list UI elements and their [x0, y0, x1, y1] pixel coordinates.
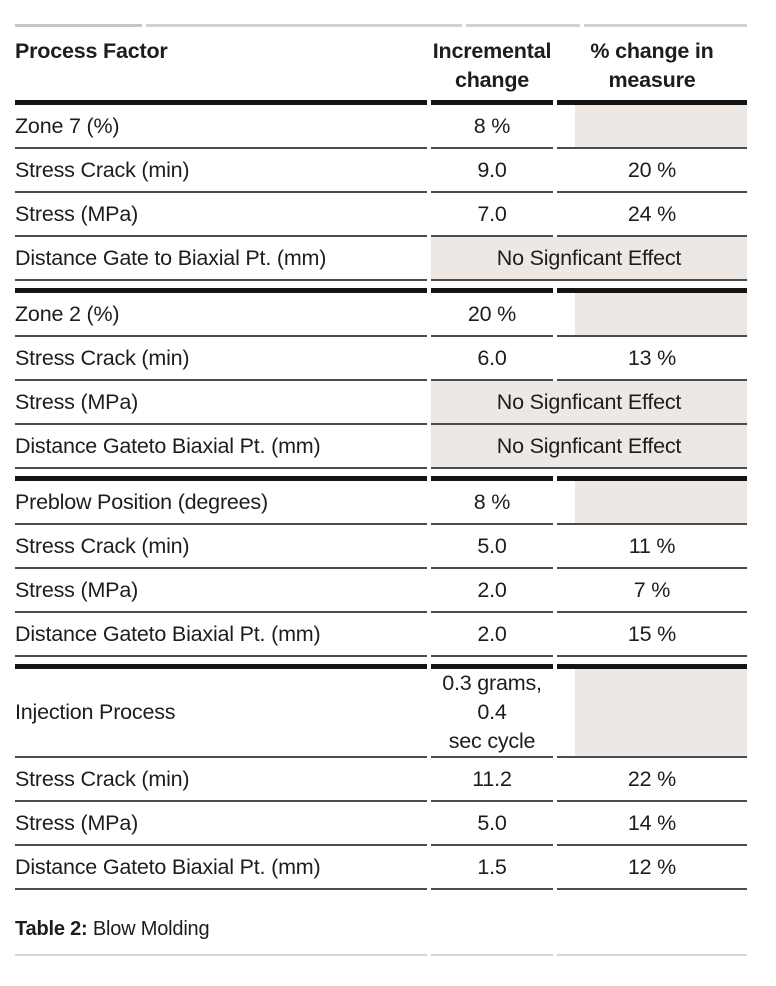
factor-cell: Stress Crack (min) — [15, 758, 427, 802]
table-row — [15, 758, 747, 802]
factor-cell: Stress Crack (min) — [15, 337, 427, 381]
incremental-cell: 6.0 — [431, 337, 553, 381]
incremental-cell: 8 % — [431, 105, 553, 149]
section-divider — [15, 469, 747, 481]
incremental-cell: 7.0 — [431, 193, 553, 237]
table-row — [15, 381, 747, 425]
table-caption — [15, 916, 747, 942]
table-row — [15, 337, 747, 381]
factor-cell: Stress (MPa) — [15, 381, 427, 425]
table-row — [15, 669, 747, 758]
table-row — [15, 193, 747, 237]
table-row — [15, 237, 747, 281]
factor-cell: Zone 2 (%) — [15, 293, 427, 337]
caption-text: Blow Molding — [87, 918, 210, 940]
shaded-empty-cell — [557, 481, 747, 525]
table-row — [15, 846, 747, 890]
factor-cell: Stress (MPa) — [15, 193, 427, 237]
factor-cell: Zone 7 (%) — [15, 105, 427, 149]
header-process-factor: Process Factor — [15, 27, 427, 105]
factor-cell: Distance Gateto Biaxial Pt. (mm) — [15, 846, 427, 890]
table-row — [15, 293, 747, 337]
incremental-cell: 2.0 — [431, 569, 553, 613]
change-cell: 7 % — [557, 569, 747, 613]
change-cell: 20 % — [557, 149, 747, 193]
factor-cell: Stress Crack (min) — [15, 149, 427, 193]
bottom-rule — [15, 954, 747, 956]
incremental-cell: 11.2 — [431, 758, 553, 802]
incremental-line-2: sec cycle — [448, 729, 536, 753]
header-percent-change: % change in measure — [557, 27, 747, 105]
change-cell: 13 % — [557, 337, 747, 381]
table-2-blow-molding — [15, 24, 747, 956]
table-row — [15, 481, 747, 525]
table-row — [15, 105, 747, 149]
section-divider — [15, 281, 747, 293]
shaded-empty-cell — [557, 293, 747, 337]
factor-cell: Preblow Position (degrees) — [15, 481, 427, 525]
factor-cell: Distance Gateto Biaxial Pt. (mm) — [15, 613, 427, 657]
shaded-empty-cell — [557, 669, 747, 758]
table-row — [15, 425, 747, 469]
incremental-line-1: 0.3 grams, 0.4 — [442, 671, 542, 724]
incremental-cell: 2.0 — [431, 613, 553, 657]
caption-label: Table 2: — [15, 918, 88, 940]
section-divider — [15, 657, 747, 669]
incremental-cell: 20 % — [431, 293, 553, 337]
change-cell: 15 % — [557, 613, 747, 657]
incremental-cell: 8 % — [431, 481, 553, 525]
incremental-cell: 9.0 — [431, 149, 553, 193]
factor-cell: Stress (MPa) — [15, 802, 427, 846]
no-significant-effect-cell: No Signficant Effect — [431, 237, 747, 281]
change-cell: 14 % — [557, 802, 747, 846]
table-row — [15, 149, 747, 193]
header-incremental-change: Incremental change — [431, 27, 553, 105]
change-cell: 24 % — [557, 193, 747, 237]
change-cell: 22 % — [557, 758, 747, 802]
incremental-cell — [431, 669, 553, 758]
factor-cell: Injection Process — [15, 669, 427, 758]
factor-cell: Stress (MPa) — [15, 569, 427, 613]
no-significant-effect-cell: No Signficant Effect — [431, 381, 747, 425]
incremental-cell: 1.5 — [431, 846, 553, 890]
incremental-cell: 5.0 — [431, 525, 553, 569]
table-row — [15, 802, 747, 846]
table-row — [15, 525, 747, 569]
factor-cell: Distance Gate to Biaxial Pt. (mm) — [15, 237, 427, 281]
change-cell: 12 % — [557, 846, 747, 890]
factor-cell: Stress Crack (min) — [15, 525, 427, 569]
factor-cell: Distance Gateto Biaxial Pt. (mm) — [15, 425, 427, 469]
table-header-row — [15, 27, 747, 105]
change-cell: 11 % — [557, 525, 747, 569]
shaded-empty-cell — [557, 105, 747, 149]
table-row — [15, 569, 747, 613]
table-row — [15, 613, 747, 657]
no-significant-effect-cell: No Signficant Effect — [431, 425, 747, 469]
incremental-cell: 5.0 — [431, 802, 553, 846]
